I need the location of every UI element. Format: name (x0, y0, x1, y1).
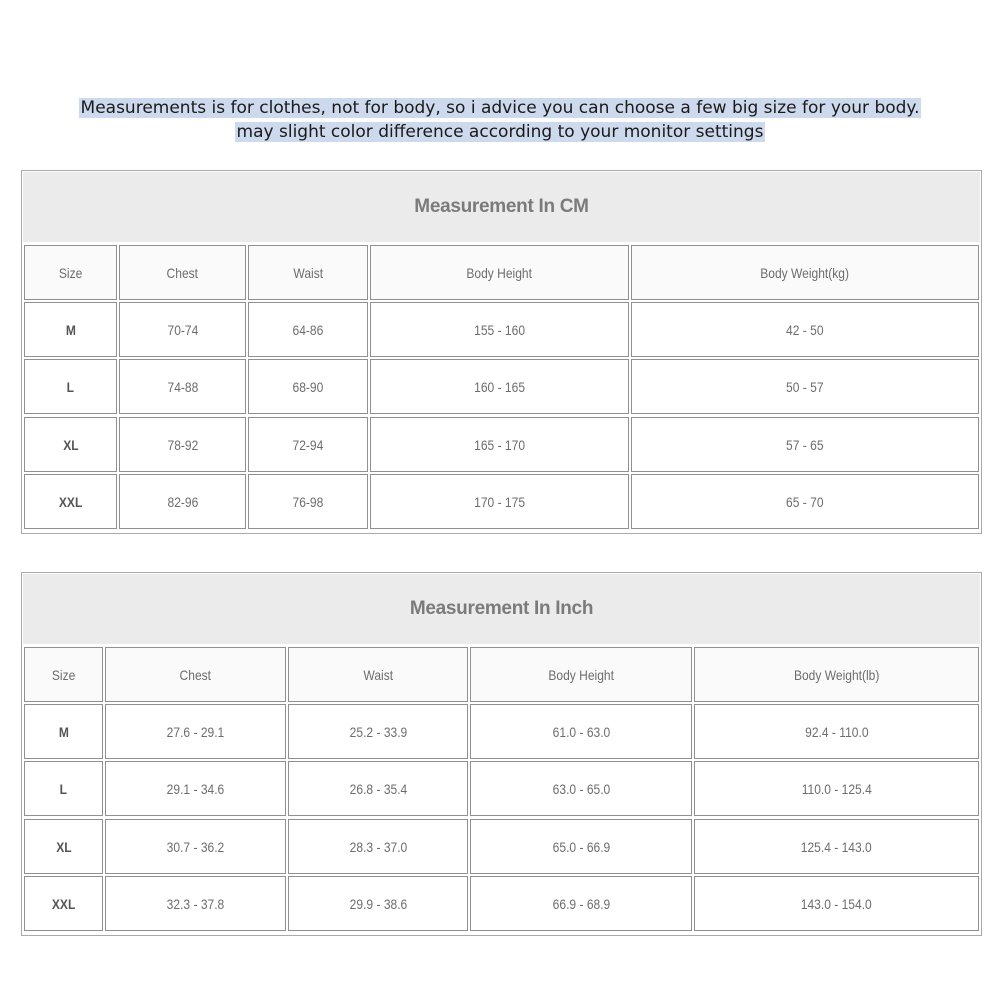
header-size: Size (24, 245, 117, 300)
header-waist: Waist (248, 245, 368, 300)
notice-line-2: may slight color difference according to your monitor settings (236, 122, 764, 142)
cell-waist: 76-98 (248, 474, 368, 529)
header-chest: Chest (105, 647, 286, 702)
cell-body-weight: 57 - 65 (631, 417, 979, 472)
notice-line-1: Measurements is for clothes, not for body, so i advice you can choose a few big size for your body. (80, 98, 920, 118)
cell-body-weight: 125.4 - 143.0 (694, 819, 979, 874)
header-body-height: Body Height (470, 647, 692, 702)
cell-body-weight: 42 - 50 (631, 302, 979, 357)
header-body-weight: Body Weight(lb) (694, 647, 979, 702)
header-chest: Chest (119, 245, 246, 300)
cell-body-weight: 65 - 70 (631, 474, 979, 529)
table-title: Measurement In CM (23, 172, 980, 242)
cell-chest: 29.1 - 34.6 (105, 761, 286, 816)
cell-waist: 68-90 (248, 359, 368, 414)
cell-chest: 74-88 (119, 359, 246, 414)
cell-body-height: 61.0 - 63.0 (470, 704, 692, 759)
cell-chest: 32.3 - 37.8 (105, 876, 286, 931)
cell-waist: 25.2 - 33.9 (288, 704, 468, 759)
size-label: M (24, 704, 103, 759)
cell-body-height: 165 - 170 (370, 417, 629, 472)
measurement-cm-table (21, 170, 982, 534)
cell-body-height: 160 - 165 (370, 359, 629, 414)
cell-body-height: 63.0 - 65.0 (470, 761, 692, 816)
size-label: L (24, 761, 103, 816)
table-title: Measurement In Inch (23, 574, 980, 644)
cell-waist: 28.3 - 37.0 (288, 819, 468, 874)
size-label: M (24, 302, 117, 357)
cell-body-height: 170 - 175 (370, 474, 629, 529)
size-label: XL (24, 417, 117, 472)
cell-body-height: 66.9 - 68.9 (470, 876, 692, 931)
cell-body-height: 65.0 - 66.9 (470, 819, 692, 874)
cell-chest: 78-92 (119, 417, 246, 472)
size-notice (0, 96, 1000, 144)
size-label: XL (24, 819, 103, 874)
size-label: XXL (24, 876, 103, 931)
cell-body-height: 155 - 160 (370, 302, 629, 357)
cell-chest: 70-74 (119, 302, 246, 357)
cell-body-weight: 50 - 57 (631, 359, 979, 414)
cell-body-weight: 110.0 - 125.4 (694, 761, 979, 816)
header-waist: Waist (288, 647, 468, 702)
measurement-inch-table (21, 572, 982, 936)
cell-waist: 72-94 (248, 417, 368, 472)
cell-chest: 30.7 - 36.2 (105, 819, 286, 874)
header-body-weight: Body Weight(kg) (631, 245, 979, 300)
size-label: XXL (24, 474, 117, 529)
cell-waist: 26.8 - 35.4 (288, 761, 468, 816)
cell-chest: 82-96 (119, 474, 246, 529)
cell-waist: 29.9 - 38.6 (288, 876, 468, 931)
cell-waist: 64-86 (248, 302, 368, 357)
cell-body-weight: 143.0 - 154.0 (694, 876, 979, 931)
header-size: Size (24, 647, 103, 702)
cell-body-weight: 92.4 - 110.0 (694, 704, 979, 759)
header-body-height: Body Height (370, 245, 629, 300)
size-label: L (24, 359, 117, 414)
cell-chest: 27.6 - 29.1 (105, 704, 286, 759)
